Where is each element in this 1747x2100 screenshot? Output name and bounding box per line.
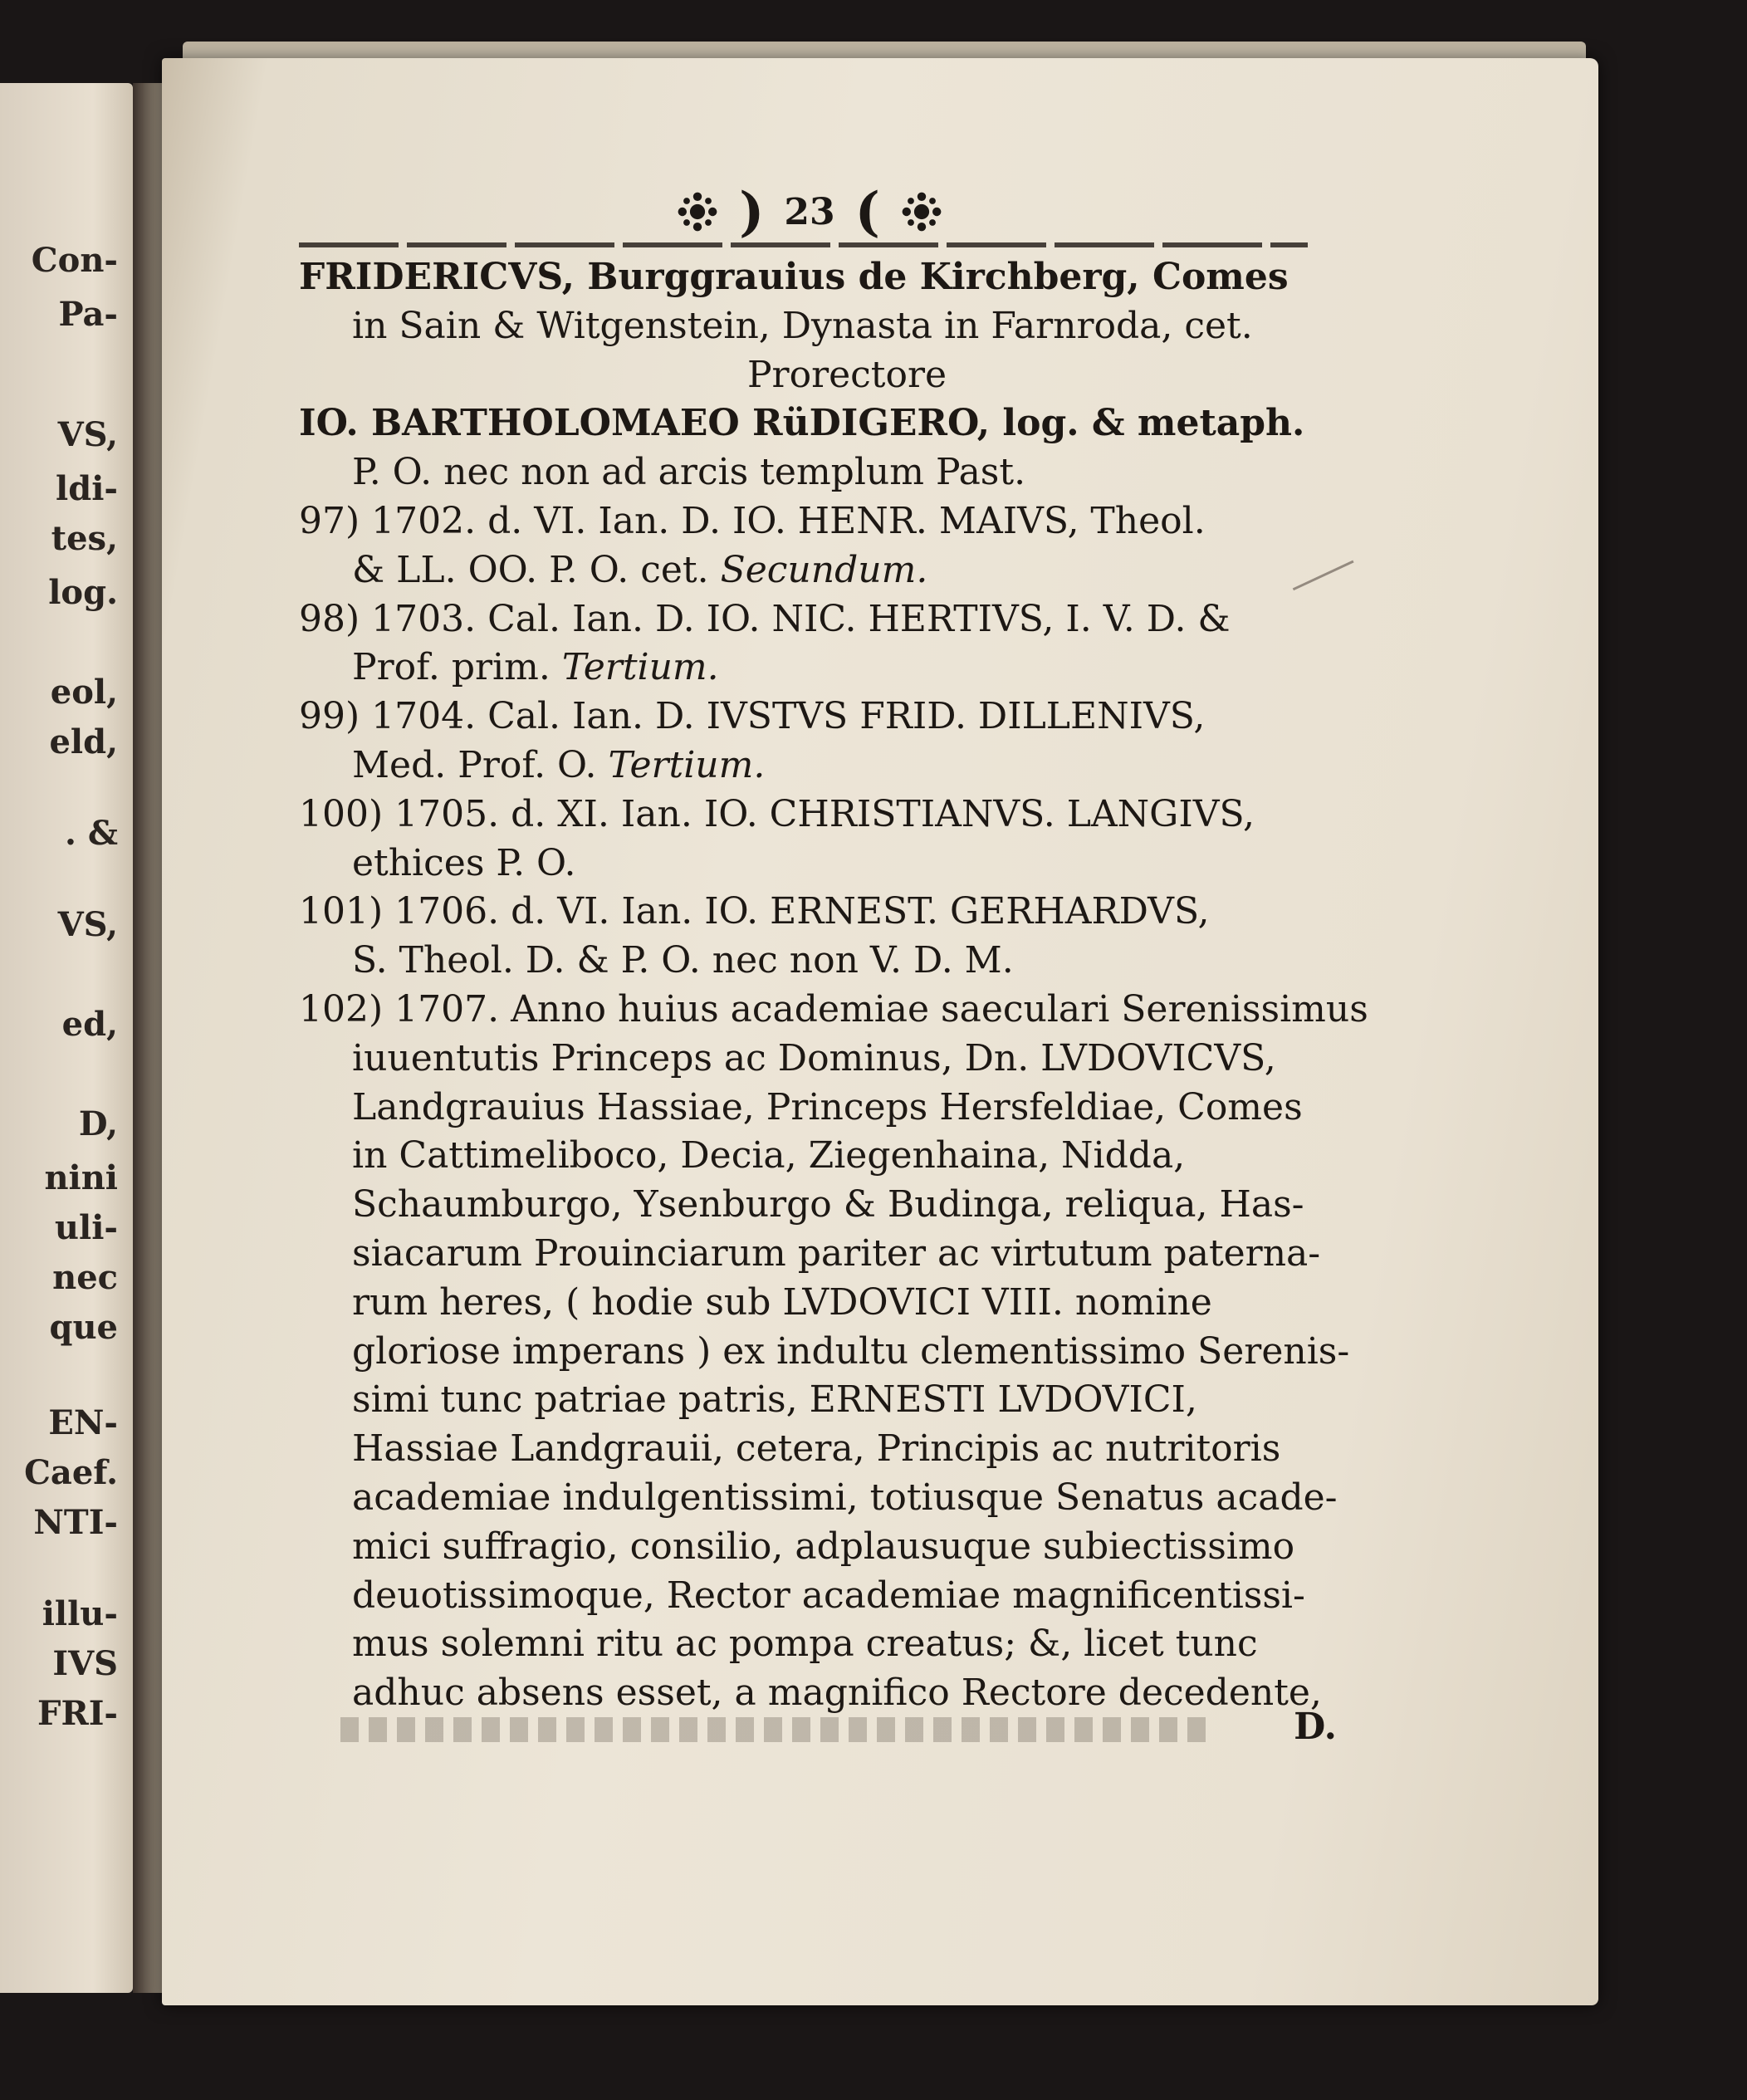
left-fragment: log. — [48, 573, 118, 612]
text-line: 102) 1707. Anno huius academiae saeculari Serenissimus — [299, 987, 1368, 1030]
header-paren-right: ( — [854, 180, 880, 243]
text-span: Med. Prof. O. — [352, 743, 597, 786]
page-number: 23 — [784, 190, 835, 233]
header-paren-left: ) — [739, 180, 765, 243]
left-fragment: Caef. — [24, 1453, 118, 1492]
text-line: rum heres, ( hodie sub LVDOVICI VIII. nomine — [352, 1280, 1212, 1324]
left-fragment: Pa- — [58, 295, 118, 334]
page-body — [299, 253, 1368, 1718]
left-fragment: ed, — [61, 1005, 118, 1044]
left-fragment: uli- — [54, 1208, 118, 1247]
text-line: Schaumburgo, Ysenburgo & Budinga, reliqua, Has- — [352, 1183, 1304, 1226]
text-span: & LL. OO. P. O. cet. — [352, 548, 709, 591]
catchword: D. — [1294, 1706, 1337, 1748]
header-rule — [299, 242, 1308, 247]
fleuron-ornament-icon — [676, 190, 719, 233]
left-fragment: Con- — [31, 241, 118, 280]
left-fragment: . & — [65, 814, 118, 853]
bleed-through-text — [340, 1717, 1212, 1742]
text-line: Prorectore — [746, 353, 947, 396]
text-line: deuotissimoque, Rector academiae magnificentissi- — [352, 1574, 1305, 1617]
text-line: 97) 1702. d. VI. Ian. D. IO. HENR. MAIVS, Theol. — [299, 499, 1206, 542]
text-line — [299, 742, 1337, 791]
left-fragment: tes, — [51, 519, 118, 558]
italic-ordinal: Tertium. — [608, 743, 766, 786]
text-line: in Sain & Witgenstein, Dynasta in Farnroda, cet. — [352, 304, 1253, 347]
text-line: S. Theol. D. & P. O. nec non V. D. M. — [352, 939, 1014, 982]
left-fragment: que — [49, 1308, 118, 1347]
text-span: Prof. prim. — [352, 646, 551, 689]
running-header — [631, 179, 988, 245]
left-fragment: nini — [44, 1158, 118, 1197]
text-line: mus solemni ritu ac pompa creatus; &, licet tunc — [352, 1623, 1258, 1666]
italic-ordinal: Secundum. — [720, 548, 928, 591]
text-line: academiae indulgentissimi, totiusque Senatus acade- — [352, 1476, 1338, 1519]
text-line: simi tunc patriae patris, ERNESTI LVDOVICI, — [352, 1378, 1197, 1422]
text-line: in Cattimeliboco, Decia, Ziegenhaina, Nidda, — [352, 1134, 1186, 1177]
text-line — [299, 546, 1337, 595]
left-facing-page — [0, 83, 133, 1993]
text-line: gloriose imperans ) ex indultu clementissimo Serenis- — [352, 1329, 1350, 1373]
text-line: Landgrauius Hassiae, Princeps Hersfeldiae, Comes — [352, 1085, 1303, 1128]
left-fragment: FRI- — [37, 1694, 118, 1733]
left-fragment: eol, — [50, 673, 118, 712]
page-footer — [316, 1706, 1345, 1760]
left-fragment: NTI- — [33, 1503, 118, 1542]
left-fragment: nec — [52, 1258, 118, 1297]
text-line: siacarum Prouinciarum pariter ac virtutum paterna- — [352, 1231, 1321, 1275]
left-fragment: eld, — [49, 722, 118, 761]
left-fragment: VS, — [57, 415, 118, 454]
text-line: 99) 1704. Cal. Ian. D. IVSTVS FRID. DILLENIVS, — [299, 695, 1206, 738]
text-line: IO. BARTHOLOMAEO RüDIGERO, log. & metaph. — [299, 402, 1305, 445]
left-fragment: EN- — [48, 1403, 118, 1442]
text-line: 101) 1706. d. VI. Ian. IO. ERNEST. GERHARDVS, — [299, 890, 1210, 933]
text-line: 100) 1705. d. XI. Ian. IO. CHRISTIANVS. LANGIVS, — [299, 792, 1255, 835]
text-line: ethices P. O. — [352, 841, 576, 884]
text-line: iuuentutis Princeps ac Dominus, Dn. LVDOVICVS, — [352, 1036, 1276, 1079]
text-line: FRIDERICVS, Burggrauius de Kirchberg, Comes — [299, 256, 1289, 298]
left-fragment: IVS — [52, 1644, 118, 1683]
left-fragment: D, — [78, 1104, 118, 1143]
left-fragment: VS, — [57, 905, 118, 944]
fleuron-ornament-icon — [900, 190, 943, 233]
left-fragment: ldi- — [56, 469, 118, 508]
italic-ordinal: Tertium. — [561, 646, 719, 689]
left-fragment: illu- — [42, 1594, 118, 1633]
text-line — [299, 644, 1337, 693]
text-line: 98) 1703. Cal. Ian. D. IO. NIC. HERTIVS, I. V. D. & — [299, 597, 1231, 640]
text-line: adhuc absens esset, a magnifico Rectore decedente, — [352, 1672, 1322, 1715]
text-line: mici suffragio, consilio, adplausuque subiectissimo — [352, 1525, 1295, 1568]
text-line: Hassiae Landgrauii, cetera, Principis ac nutritoris — [352, 1427, 1281, 1471]
text-line: P. O. nec non ad arcis templum Past. — [352, 451, 1026, 494]
